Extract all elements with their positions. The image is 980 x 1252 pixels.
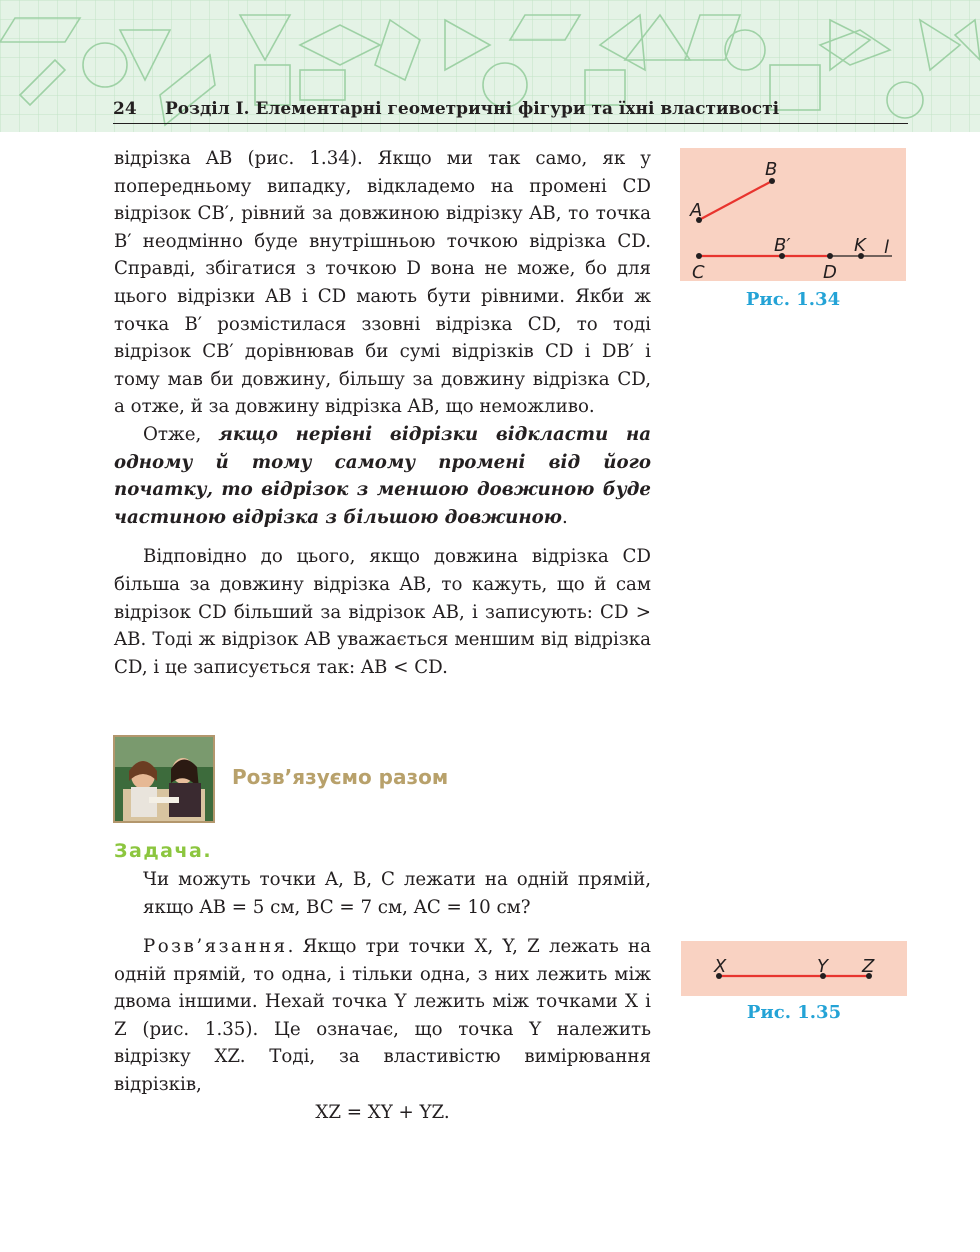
running-header bbox=[113, 97, 908, 124]
formula: XZ = XY + YZ. bbox=[315, 1101, 450, 1123]
task-label: Задача. bbox=[114, 840, 213, 862]
label-B-prime: B′ bbox=[774, 235, 791, 256]
rule-statement: якщо нерівні відрізки відкласти на одному й тому самому промені від його початку, то відрізок з меншою довжиною буде частиною відрізка з більшою довжиною bbox=[114, 423, 651, 528]
figure-1-35-caption: Рис. 1.35 bbox=[746, 1002, 842, 1023]
solution-text: . Якщо три точки X, Y, Z лежать на одній прямій, то одна, і тільки одна, з них лежить між двома іншими. Нехай точка Y лежить між точками X і Z (рис. 1.35). Це означає, що точка Y належить відрізку XZ. Тоді, за властивістю вимірювання відрізків, bbox=[114, 936, 651, 1095]
task-text: Чи можуть точки A, B, C лежати на одній прямій, якщо AB = 5 см, BC = 7 см, AC = 10 см? bbox=[143, 869, 651, 918]
paragraph-2-lead: Отже, bbox=[143, 423, 219, 445]
label-K: K bbox=[854, 235, 866, 256]
paragraph-2 bbox=[114, 421, 651, 531]
main-text-block bbox=[114, 145, 651, 681]
label-A: A bbox=[690, 200, 703, 221]
figure-1-34 bbox=[680, 148, 906, 281]
paragraph-3: Відповідно до цього, якщо довжина відрізка CD більша за довжину відрізка AB, то кажуть, що й сам відрізок CD більший за відрізок AB, і записують: CD > AB. Тоді ж відрізок AB уважається меншим від відрізка CD, і це записується так: AB < CD. bbox=[114, 546, 651, 678]
label-Z: Z bbox=[862, 956, 875, 977]
label-C: C bbox=[692, 262, 705, 281]
page-number: 24 bbox=[113, 99, 137, 119]
solution-label: Розв’язання bbox=[143, 936, 288, 957]
label-Y: Y bbox=[817, 956, 828, 977]
paragraph-1: відрізка AB (рис. 1.34). Якщо ми так само, як у попередньому випадку, відкладемо на промені CD відрізок CB′, рівний за довжиною відрізку AB, то точка B′ неодмінно буде внутрішньою точкою відрізка CD. Справді, збігатися з точкою D вона не може, бо для цього відрізки AB і CD мають бути рівними. Якби ж точка B′ розмістилася ззовні відрізка CD, то тоді відрізок CB′ дорівнював би сумі відрізків CD і DB′ і тому мав би довжину, більшу за довжину відрізка CD, а отже, й за довжину відрізка AB, що неможливо. bbox=[114, 148, 651, 418]
solution-block bbox=[114, 933, 651, 1126]
figure-1-34-drawing bbox=[680, 148, 906, 281]
label-D: D bbox=[823, 262, 837, 281]
running-title: Розділ І. Елементарні геометричні фігури та їхні властивості bbox=[165, 99, 780, 119]
figure-1-34-caption: Рис. 1.34 bbox=[745, 289, 841, 310]
figure-1-35-drawing bbox=[681, 941, 907, 996]
figure-1-35 bbox=[681, 941, 907, 996]
section-title: Розв’язуємо разом bbox=[232, 765, 449, 789]
label-X: X bbox=[714, 956, 727, 977]
label-l: l bbox=[884, 237, 890, 258]
paragraph-2-end: . bbox=[561, 506, 568, 528]
teacher-student-photo bbox=[113, 735, 215, 823]
solution-paragraph bbox=[114, 933, 651, 1099]
label-B: B bbox=[765, 159, 778, 180]
teacher-student-illustration bbox=[115, 737, 213, 821]
